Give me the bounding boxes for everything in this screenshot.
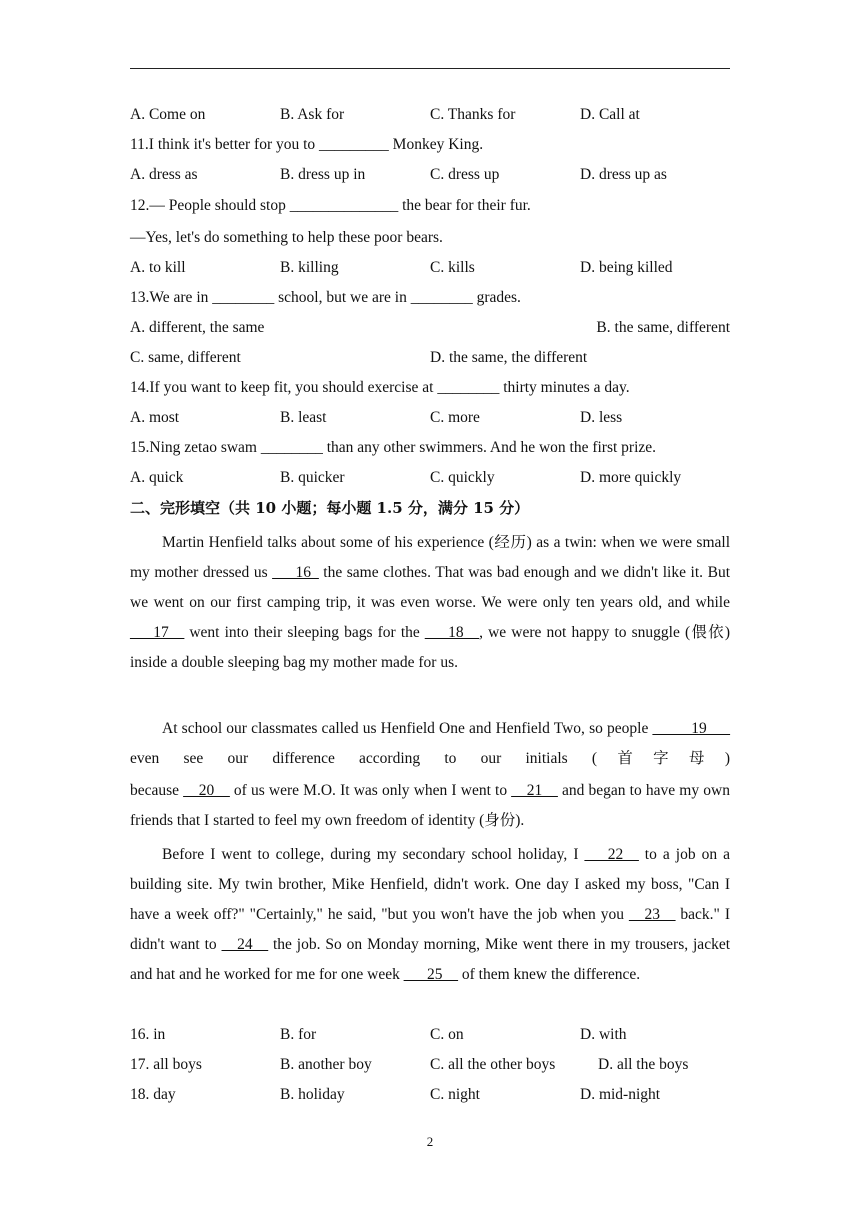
q14-option-d: D. less (580, 409, 623, 426)
blank-22: ___22__ (584, 846, 639, 863)
blank-24: __24__ (221, 936, 269, 953)
q11-option-a: A. dress as (130, 166, 198, 183)
blank-23: __23__ (628, 906, 676, 923)
passage-text: , we were not happy to snuggle (偎依) inside a double sleeping bag my mother made for us. (130, 624, 730, 671)
passage-text: because (130, 782, 184, 799)
q17-option-a: 17. all boys (130, 1056, 202, 1073)
q12-option-c: C. kills (430, 259, 475, 276)
q10-option-c: C. Thanks for (430, 106, 516, 123)
passage-text: back." I didn't want to (130, 906, 730, 953)
passage-text: Martin Henfield talks about some of his experience (经历) as a twin: when we were small my mother dressed us (130, 534, 730, 581)
passage-paragraph-1 (130, 528, 730, 678)
q11-option-c: C. dress up (430, 166, 500, 183)
passage-text: and began to have my own friends that I started to feel my own freedom of identity (身份). (130, 782, 730, 829)
q14-option-b: B. least (280, 409, 327, 426)
q16-option-a: 16. in (130, 1026, 166, 1043)
passage-text: the job. So on Monday morning, Mike went there in my trousers, jacket and hat and he worked for me for one week (130, 936, 731, 983)
q10-option-b: B. Ask for (280, 106, 345, 123)
q12-stem: 12.— People should stop ______________ the bear for their fur. (130, 197, 531, 214)
blank-17: ___17__ (130, 624, 185, 641)
q11-option-d: D. dress up as (580, 166, 667, 183)
header-rule (130, 68, 730, 69)
passage-text: to a job on a building site. My twin brother, Mike Henfield, didn't work. One day I asked my boss, "Can I have a week off?" "Certainly," he said, "but you won't have the job when you (130, 846, 731, 923)
passage-paragraph-2a (130, 714, 730, 774)
q14-option-a: A. most (130, 409, 180, 426)
section-title: 二、完形填空（共 10 小题；每小题 1.5 分，满分 15 分） (130, 499, 530, 517)
q16-option-b: B. for (280, 1026, 317, 1043)
q16-option-c: C. on (430, 1026, 464, 1043)
blank-16: ___16_ (272, 564, 319, 581)
passage-text: of us were M.O. It was only when I went to (229, 782, 512, 799)
q17-option-b: B. another boy (280, 1056, 372, 1073)
q18-option-c: C. night (430, 1086, 480, 1103)
q12-option-d: D. being killed (580, 259, 673, 276)
q13-option-d: D. the same, the different (430, 349, 588, 366)
q15-option-d: D. more quickly (580, 469, 682, 486)
blank-19: _____19___ (652, 720, 730, 737)
page-number: 2 (426, 1134, 434, 1149)
q18-option-b: B. holiday (280, 1086, 345, 1103)
q15-option-b: B. quicker (280, 469, 345, 486)
blank-18: ___18__ (424, 624, 480, 641)
q15-option-c: C. quickly (430, 469, 495, 486)
q18-option-d: D. mid-night (580, 1086, 661, 1103)
q11-stem: 11.I think it's better for you to _________ Monkey King. (130, 136, 484, 153)
q14-option-c: C. more (430, 409, 480, 426)
q18-option-a: 18. day (130, 1086, 176, 1103)
blank-21: __21__ (511, 782, 558, 799)
q16-option-d: D. with (580, 1026, 627, 1043)
blank-25: ___25__ (403, 966, 458, 983)
blank-20: __20__ (183, 782, 230, 799)
q17-option-c: C. all the other boys (430, 1056, 556, 1073)
passage-text: the same clothes. That was bad enough and we didn't like it. But we went on our first camping trip, it was even worse. We were only ten years old, and while (130, 564, 730, 611)
q12-option-a: A. to kill (130, 259, 186, 276)
passage-text: even see our difference according to our initials (首字母) (130, 750, 730, 767)
passage-text: of them knew the difference. (457, 966, 641, 983)
q13-option-a: A. different, the same (130, 319, 265, 336)
passage-paragraph-3 (130, 840, 730, 990)
q13-option-c: C. same, different (130, 349, 241, 366)
q14-stem: 14.If you want to keep fit, you should exercise at ________ thirty minutes a day. (130, 379, 630, 396)
q11-option-b: B. dress up in (280, 166, 366, 183)
q12-option-b: B. killing (280, 259, 339, 276)
q10-option-d: D. Call at (580, 106, 640, 123)
q13-option-b: B. the same, different (596, 319, 730, 336)
q12-reply: —Yes, let's do something to help these poor bears. (130, 229, 443, 246)
q10-option-a: A. Come on (130, 106, 206, 123)
passage-text: Before I went to college, during my secondary school holiday, I (162, 846, 585, 863)
q15-stem: 15.Ning zetao swam ________ than any other swimmers. And he won the first prize. (130, 439, 657, 456)
q15-option-a: A. quick (130, 469, 184, 486)
q13-stem: 13.We are in ________ school, but we are in ________ grades. (130, 289, 521, 306)
passage-paragraph-2b (130, 776, 730, 836)
passage-text: went into their sleeping bags for the (184, 624, 425, 641)
q17-option-d: D. all the boys (598, 1056, 689, 1073)
passage-text: At school our classmates called us Henfield One and Henfield Two, so people (162, 720, 653, 737)
